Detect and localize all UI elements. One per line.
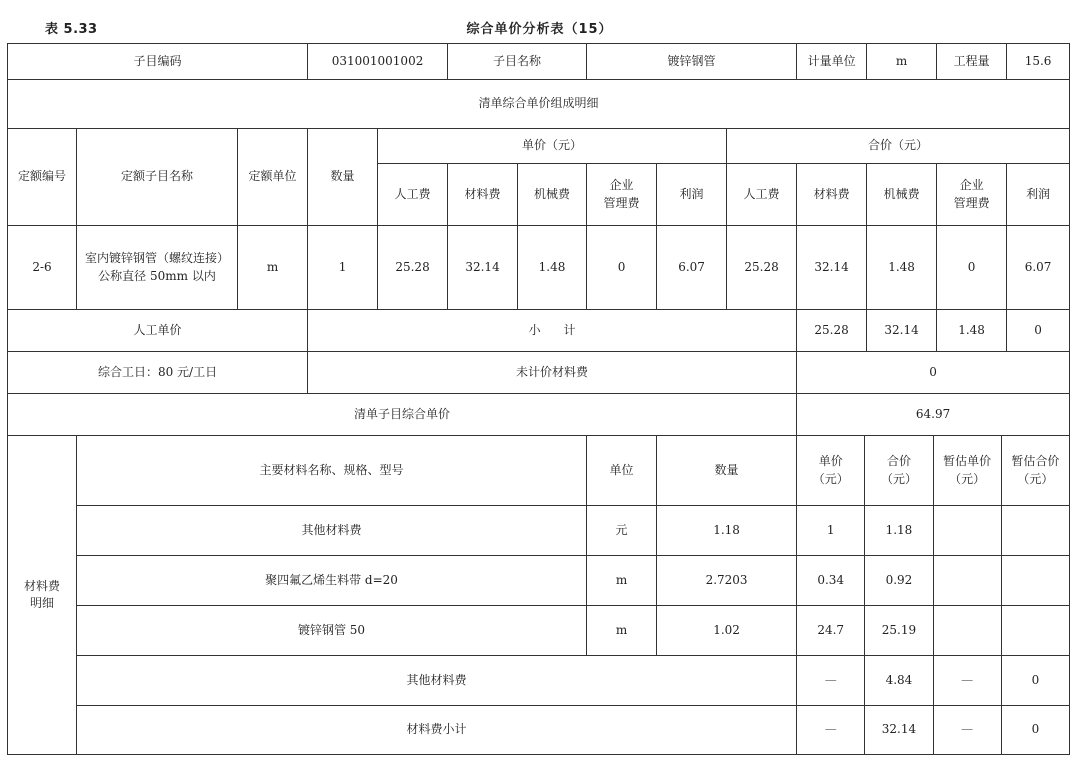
material-item-row [8, 606, 1070, 656]
row-unit-profit: 6.07 [657, 226, 727, 310]
material-col-price [797, 436, 865, 505]
material-est-total [1001, 506, 1069, 555]
material-qty: 2.7203 [657, 556, 797, 606]
qty-label: 工程量 [937, 44, 1007, 80]
row-unit-mgmt: 0 [587, 226, 657, 310]
unit-value: m [867, 44, 937, 80]
row-total-labor: 25.28 [727, 226, 797, 310]
subtotal-labor: 25.28 [797, 310, 867, 352]
subtotal-label: 小 计 [308, 310, 797, 352]
header-row [8, 44, 1070, 80]
col-unit-price-group: 单价（元） [378, 129, 727, 164]
table-number: 表 5.33 [45, 22, 98, 37]
material-unit: m [587, 556, 657, 606]
material-item-row [8, 506, 1070, 556]
material-subtotal-price: — [797, 706, 865, 754]
row-quota-unit: m [238, 226, 308, 310]
material-price-cells [797, 506, 1069, 555]
material-total: 25.19 [865, 606, 933, 655]
material-other-row [8, 656, 1070, 706]
material-subtotal-total: 32.14 [865, 706, 933, 754]
col-unit-profit: 利润 [657, 164, 727, 226]
col-quota-unit: 定额单位 [238, 129, 308, 226]
material-price-cells [797, 556, 1069, 605]
material-other-est-price: — [933, 656, 1001, 705]
est-price-line-1: 暂估单价 [943, 454, 992, 469]
total-line-2: （元） [880, 471, 917, 486]
col-total-mgmt [937, 164, 1007, 226]
workday-label: 综合工日：80 元/工日 [8, 352, 308, 394]
subtotal-machine: 1.48 [937, 310, 1007, 352]
material-est-price [933, 606, 1001, 655]
mgmt-line-2: 管理费 [953, 195, 990, 210]
col-total-price-group: 合价（元） [727, 129, 1070, 164]
material-qty: 1.18 [657, 506, 797, 556]
subtotal-mgmt: 0 [1007, 310, 1070, 352]
col-total-labor: 人工费 [727, 164, 797, 226]
material-other-price: — [797, 656, 865, 705]
material-subtotal-est-total: 0 [1031, 722, 1040, 737]
material-col-total [865, 436, 933, 505]
material-unit: 元 [587, 506, 657, 556]
name-label: 子目名称 [448, 44, 587, 80]
material-subtotal-est-price: — [933, 706, 1001, 754]
workday-row [8, 352, 1070, 394]
unit-price-analysis-table [7, 43, 1070, 755]
material-side-line-1: 材料费 [23, 578, 60, 593]
material-est-total [1001, 556, 1069, 605]
material-price-headers [797, 436, 1069, 505]
qty-value: 15.6 [1007, 44, 1070, 80]
material-est-price [933, 556, 1001, 605]
material-side-label [8, 436, 77, 755]
col-total-profit: 利润 [1007, 164, 1070, 226]
composite-label: 清单子目综合单价 [8, 394, 797, 436]
material-item-row [8, 556, 1070, 606]
material-subtotal-row [8, 706, 1070, 755]
col-unit-labor: 人工费 [378, 164, 448, 226]
material-name: 聚四氟乙烯生料带 d=20 [77, 556, 587, 606]
labor-price-label: 人工单价 [8, 310, 308, 352]
col-unit-material: 材料费 [448, 164, 518, 226]
row-unit-machine: 1.48 [518, 226, 587, 310]
material-price: 1 [797, 506, 865, 555]
material-price: 0.34 [797, 556, 865, 605]
material-subtotal-cells [797, 706, 1069, 754]
row-unit-labor: 25.28 [378, 226, 448, 310]
material-other-est-total: 0 [1031, 672, 1040, 687]
material-header-row [8, 436, 1070, 506]
row-quantity: 1 [308, 226, 378, 310]
material-col-name: 主要材料名称、规格、型号 [77, 436, 587, 506]
material-est-total [1001, 606, 1069, 655]
code-value: 031001001002 [308, 44, 448, 80]
row-quota-no: 2-6 [8, 226, 77, 310]
mgmt-line-1: 企业 [959, 178, 984, 193]
total-line-1: 合价 [886, 454, 911, 469]
table-title: 综合单价分析表（15） [466, 22, 613, 37]
price-line-1: 单价 [818, 454, 843, 469]
material-total: 0.92 [865, 556, 933, 605]
col-unit-machine: 机械费 [518, 164, 587, 226]
est-price-line-2: （元） [949, 471, 986, 486]
table-row [8, 226, 1070, 310]
mgmt-line-1: 企业 [609, 178, 634, 193]
unit-label: 计量单位 [797, 44, 867, 80]
col-quota-no: 定额编号 [8, 129, 77, 226]
col-quantity: 数量 [308, 129, 378, 226]
material-other-label: 其他材料费 [77, 656, 797, 706]
subtotal-row [8, 310, 1070, 352]
material-price: 24.7 [797, 606, 865, 655]
material-total: 1.18 [865, 506, 933, 555]
row-total-mgmt: 0 [937, 226, 1007, 310]
material-unit: m [587, 606, 657, 656]
col-total-machine: 机械费 [867, 164, 937, 226]
col-total-material: 材料费 [797, 164, 867, 226]
price-line-2: （元） [812, 471, 849, 486]
row-unit-material: 32.14 [448, 226, 518, 310]
row-total-profit: 6.07 [1007, 226, 1070, 310]
material-qty: 1.02 [657, 606, 797, 656]
row-total-material: 32.14 [797, 226, 867, 310]
col-unit-mgmt [587, 164, 657, 226]
est-total-line-2: （元） [1017, 471, 1054, 486]
row-quota-name: 室内镀锌钢管（螺纹连接）公称直径 50mm 以内 [77, 226, 238, 310]
material-name: 镀锌钢管 50 [77, 606, 587, 656]
material-other-total: 4.84 [865, 656, 933, 705]
material-side-line-2: 明细 [29, 596, 54, 610]
est-total-line-1: 暂估合价 [1011, 454, 1060, 469]
material-subtotal-label: 材料费小计 [77, 706, 797, 755]
section-title: 清单综合单价组成明细 [8, 80, 1070, 129]
col-quota-name: 定额子目名称 [77, 129, 238, 226]
composite-value: 64.97 [797, 394, 1070, 436]
material-col-est-total [1001, 436, 1069, 505]
row-total-machine: 1.48 [867, 226, 937, 310]
material-est-price [933, 506, 1001, 555]
unpriced-material-label: 未计价材料费 [308, 352, 797, 394]
name-value: 镀锌钢管 [587, 44, 797, 80]
subtotal-material: 32.14 [867, 310, 937, 352]
material-name: 其他材料费 [77, 506, 587, 556]
code-label: 子目编码 [8, 44, 308, 80]
material-col-est-price [933, 436, 1001, 505]
material-col-qty: 数量 [657, 436, 797, 506]
mgmt-line-2: 管理费 [603, 195, 640, 210]
table-caption [0, 0, 1079, 40]
material-price-cells [797, 606, 1069, 655]
material-other-cells [797, 656, 1069, 705]
unpriced-material-value: 0 [797, 352, 1070, 394]
material-col-unit: 单位 [587, 436, 657, 506]
composite-row [8, 394, 1070, 436]
